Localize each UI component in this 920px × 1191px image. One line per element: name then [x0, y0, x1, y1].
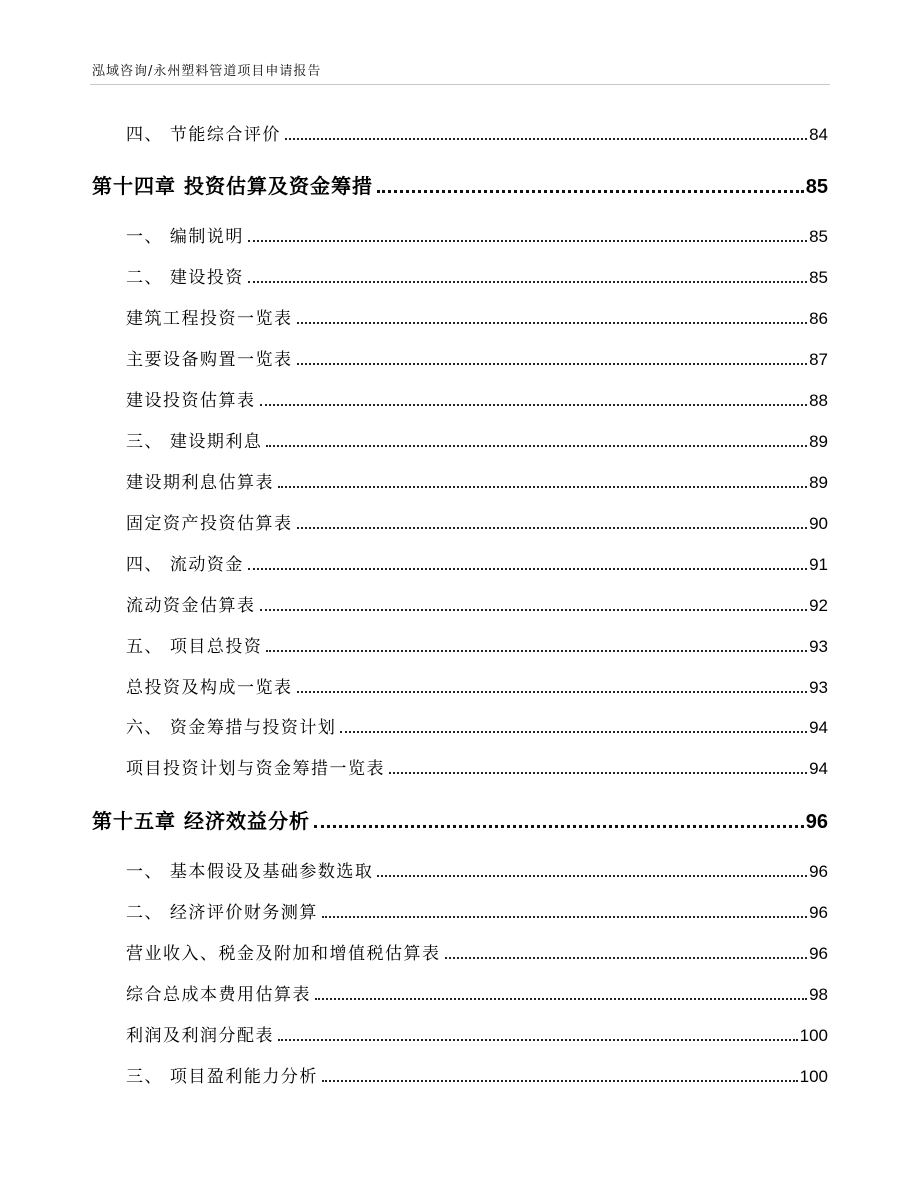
toc-chapter-entry[interactable] — [92, 172, 828, 200]
toc-entry[interactable] — [126, 266, 828, 290]
toc-entry-page: 85 — [809, 268, 828, 287]
toc-entry-page: 96 — [809, 903, 828, 922]
toc-entry[interactable] — [126, 307, 828, 331]
toc-entry-title: 综合总成本费用估算表 — [126, 985, 311, 1005]
toc-entry[interactable] — [126, 123, 828, 147]
toc-entry-page: 96 — [809, 862, 828, 881]
toc-entry[interactable] — [126, 389, 828, 413]
toc-entry-title: 四、 流动资金 — [126, 555, 244, 575]
toc-entry-title: 一、 基本假设及基础参数选取 — [126, 862, 374, 882]
toc-dot-leader — [278, 1039, 798, 1041]
toc-entry-page: 91 — [809, 555, 828, 574]
toc-dot-leader — [297, 363, 808, 365]
toc-dot-leader — [260, 404, 808, 406]
toc-entry-page: 96 — [805, 811, 828, 833]
toc-dot-leader — [297, 527, 808, 529]
toc-dot-leader — [248, 240, 807, 242]
toc-entry[interactable] — [126, 594, 828, 618]
toc-entry[interactable] — [126, 471, 828, 495]
toc-dot-leader — [297, 691, 808, 693]
toc-entry[interactable] — [126, 676, 828, 700]
toc-entry[interactable] — [126, 553, 828, 577]
toc-entry-title: 固定资产投资估算表 — [126, 514, 293, 534]
toc-dot-leader — [285, 138, 807, 140]
toc-entry-page: 85 — [809, 227, 828, 246]
toc-entry[interactable] — [126, 901, 828, 925]
toc-entry-title: 第十四章 投资估算及资金筹措 — [92, 174, 373, 198]
toc-entry-page: 98 — [809, 985, 828, 1004]
toc-entry-page: 84 — [809, 125, 828, 144]
toc-dot-leader — [248, 568, 807, 570]
toc-entry[interactable] — [126, 942, 828, 966]
toc-entry-title: 一、 编制说明 — [126, 227, 244, 247]
toc-dot-leader — [297, 322, 808, 324]
toc-entry-page: 87 — [809, 350, 828, 369]
toc-entry-page: 92 — [809, 596, 828, 615]
toc-entry-page: 89 — [809, 432, 828, 451]
toc-entry-title: 营业收入、税金及附加和增值税估算表 — [126, 944, 441, 964]
toc-entry[interactable] — [126, 1065, 828, 1089]
toc-entry-page: 93 — [809, 637, 828, 656]
toc-dot-leader — [322, 916, 807, 918]
toc-entry[interactable] — [126, 983, 828, 1007]
toc-dot-leader — [445, 957, 808, 959]
toc-dot-leader — [278, 486, 807, 488]
toc-entry-page: 94 — [809, 759, 828, 778]
toc-entry-title: 建设期利息估算表 — [126, 473, 274, 493]
toc-entry-title: 流动资金估算表 — [126, 596, 256, 616]
toc-entry-title: 四、 节能综合评价 — [126, 125, 281, 145]
toc-entry[interactable] — [126, 716, 828, 740]
toc-entry-title: 建设投资估算表 — [126, 391, 256, 411]
toc-entry[interactable] — [126, 757, 828, 781]
toc-dot-leader — [389, 772, 807, 774]
toc-dot-leader — [266, 445, 807, 447]
toc-entry[interactable] — [126, 348, 828, 372]
toc-dot-leader — [314, 825, 804, 828]
toc-entry[interactable] — [126, 225, 828, 249]
toc-entry-page: 85 — [805, 176, 828, 198]
toc-entry[interactable] — [126, 512, 828, 536]
toc-entry-page: 100 — [799, 1026, 828, 1045]
running-header: 泓域咨询/永州塑料管道项目申请报告 — [92, 64, 322, 79]
toc-entry-title: 三、 建设期利息 — [126, 432, 263, 452]
toc-entry-title: 利润及利润分配表 — [126, 1026, 274, 1046]
toc-entry-title: 三、 项目盈利能力分析 — [126, 1067, 318, 1087]
toc-dot-leader — [340, 731, 807, 733]
toc-entry-title: 六、 资金筹措与投资计划 — [126, 718, 337, 738]
toc-entry-title: 总投资及构成一览表 — [126, 678, 293, 698]
toc-chapter-entry[interactable] — [92, 807, 828, 835]
toc-entry-title: 主要设备购置一览表 — [126, 350, 293, 370]
toc-entry[interactable] — [126, 1024, 828, 1048]
toc-entry-page: 89 — [809, 473, 828, 492]
toc-entry-page: 96 — [809, 944, 828, 963]
toc-dot-leader — [266, 650, 807, 652]
toc-dot-leader — [377, 875, 807, 877]
toc-entry-page: 90 — [809, 514, 828, 533]
toc-dot-leader — [315, 998, 807, 1000]
toc-entry-page: 88 — [809, 391, 828, 410]
toc-entry-page: 86 — [809, 309, 828, 328]
toc-entry-page: 94 — [809, 718, 828, 737]
toc-entry-title: 二、 经济评价财务测算 — [126, 903, 318, 923]
toc-entry[interactable] — [126, 635, 828, 659]
toc-entry-page: 93 — [809, 678, 828, 697]
toc-entry-title: 第十五章 经济效益分析 — [92, 809, 310, 833]
toc-entry-title: 项目投资计划与资金筹措一览表 — [126, 759, 385, 779]
toc-entry[interactable] — [126, 430, 828, 454]
toc-entry-title: 五、 项目总投资 — [126, 637, 263, 657]
toc-dot-leader — [260, 609, 808, 611]
toc-entry-title: 建筑工程投资一览表 — [126, 309, 293, 329]
toc-entry-title: 二、 建设投资 — [126, 268, 244, 288]
toc-dot-leader — [322, 1080, 798, 1082]
toc-dot-leader — [248, 281, 807, 283]
toc-entry[interactable] — [126, 860, 828, 884]
toc-entry-page: 100 — [799, 1067, 828, 1086]
toc-dot-leader — [377, 190, 804, 193]
